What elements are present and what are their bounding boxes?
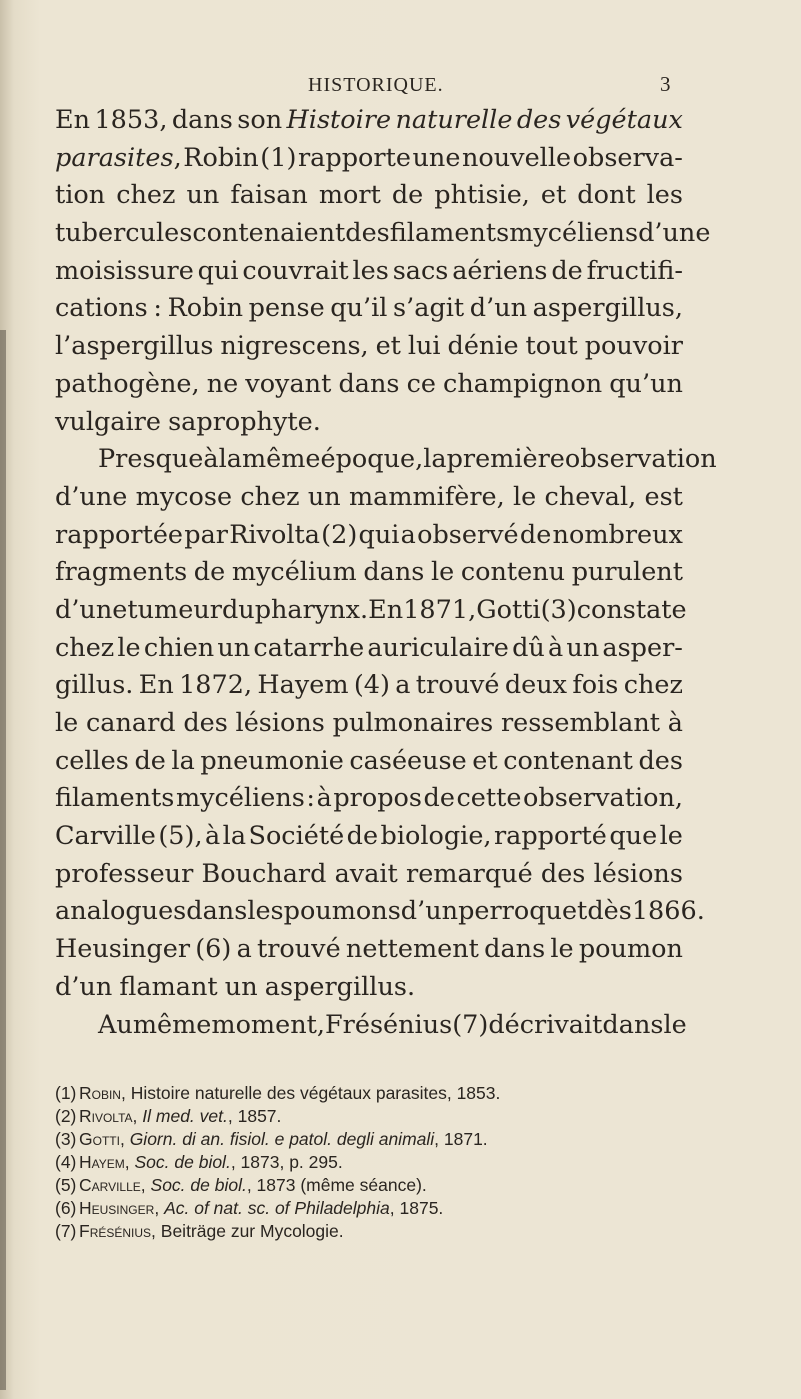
text-line: chez le chien un catarrhe auriculaire dû à un asper- (55, 632, 683, 663)
text-line: Presque à la même époque, la première observation (98, 444, 717, 475)
page-number: 3 (660, 72, 671, 96)
footnote: (7) Frésénius, Beiträge zur Mycologie. (55, 1221, 344, 1241)
text-line: analogues dans les poumons d’un perroquet dès 1866. (55, 896, 705, 927)
text-line: cations : Robin pense qu’il s’agit d’un aspergillus, (55, 293, 683, 324)
page-gutter-shadow (0, 330, 6, 1390)
text-line: filaments mycéliens : à propos de cette observation, (55, 783, 683, 814)
text-line: celles de la pneumonie caséeuse et contenant des (55, 745, 683, 776)
text-line: pathogène, ne voyant dans ce champignon qu’un (55, 368, 683, 399)
text-line: gillus. En 1872, Hayem (4) a trouvé deux fois chez (55, 670, 683, 701)
footnote: (6) Heusinger, Ac. of nat. sc. of Philadelphia, 1875. (55, 1198, 444, 1218)
footnote: (2) Rivolta, Il med. vet., 1857. (55, 1106, 282, 1126)
text-line: professeur Bouchard avait remarqué des lésions (55, 858, 683, 889)
text-line: vulgaire saprophyte. (55, 406, 321, 437)
footnote: (5) Carville, Soc. de biol., 1873 (même séance). (55, 1175, 427, 1195)
footnote: (4) Hayem, Soc. de biol., 1873, p. 295. (55, 1152, 343, 1172)
text-line: d’une mycose chez un mammifère, le cheval, est (55, 481, 683, 512)
text-line: Carville (5), à la Société de biologie, rapporté que le (55, 821, 683, 852)
main-text (55, 102, 717, 1044)
page-header (0, 68, 801, 98)
text-line: l’aspergillus nigrescens, et lui dénie tout pouvoir (55, 331, 683, 362)
text-line: parasites, Robin (1) rapporte une nouvelle observa- (55, 142, 683, 173)
text-line: tubercules contenaient des filaments mycéliens d’une (55, 218, 711, 249)
text-line: rapportée par Rivolta (2) qui a observé de nombreux (55, 519, 683, 550)
text-line: Heusinger (6) a trouvé nettement dans le poumon (55, 934, 683, 965)
footnote: (1) Robin, Histoire naturelle des végétaux parasites, 1853. (55, 1083, 501, 1103)
text-line: moisissure qui couvrait les sacs aériens de fructifi- (55, 255, 683, 286)
text-line: le canard des lésions pulmonaires ressemblant à (55, 708, 683, 738)
text-line: tion chez un faisan mort de phtisie, et dont les (55, 180, 683, 211)
text-line: d’une tumeur du pharynx. En 1871, Gotti (3) constate (55, 594, 687, 625)
text-line: Au même moment, Frésénius (7) décrivait dans le (98, 1009, 687, 1040)
text-line: d’un flamant un aspergillus. (55, 971, 416, 1002)
footnotes (55, 1082, 683, 1243)
running-head: HISTORIQUE. (308, 74, 444, 96)
footnote: (3) Gotti, Giorn. di an. fisiol. e patol. degli animali, 1871. (55, 1129, 488, 1149)
text-line: fragments de mycélium dans le contenu purulent (55, 557, 683, 588)
text-line: En 1853, dans son Histoire naturelle des végétaux (55, 105, 683, 135)
